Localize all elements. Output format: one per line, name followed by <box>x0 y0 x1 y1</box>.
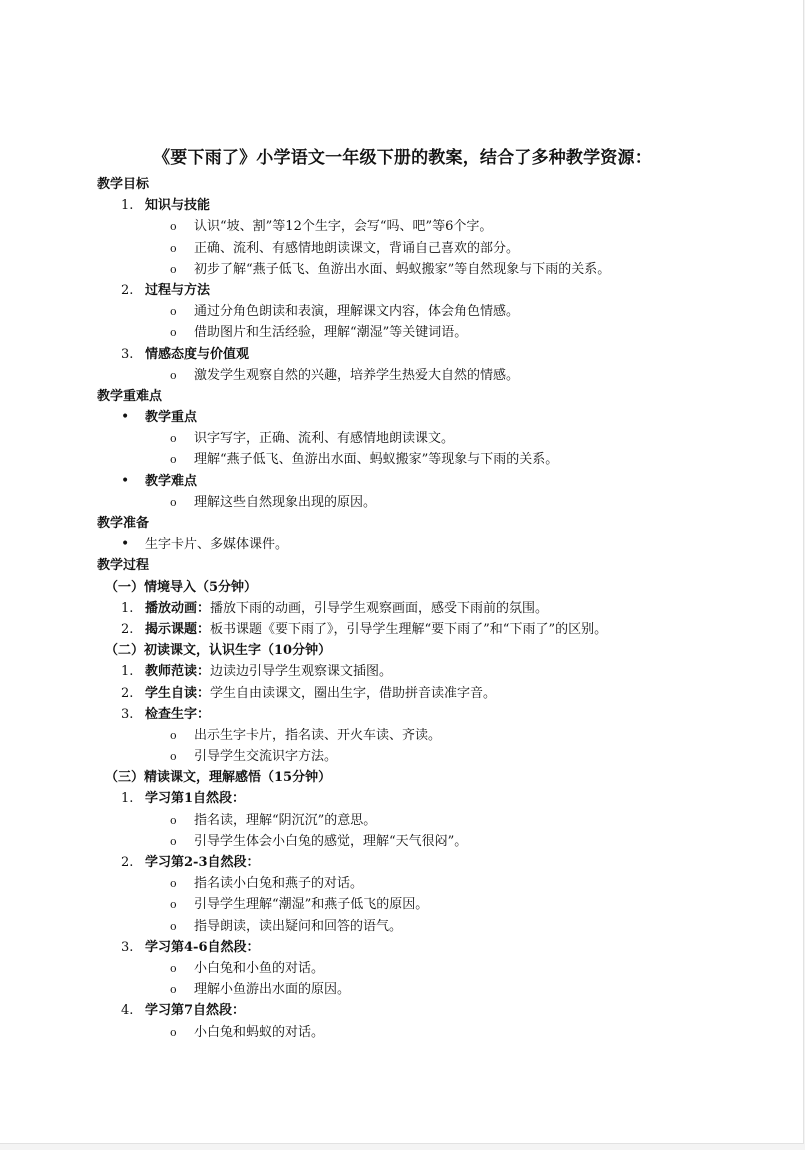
step-label: 教师范读： <box>145 664 211 680</box>
step-label: 学生自读： <box>145 685 211 701</box>
hollow-bullet-icon: o <box>170 432 177 446</box>
subsection-heading <box>97 767 777 788</box>
list-marker: 1. <box>121 664 134 680</box>
section-heading-text: 教学目标 <box>97 177 150 192</box>
bullet-point <box>97 894 777 915</box>
list-item <box>97 788 777 809</box>
hollow-bullet-icon: o <box>170 305 177 319</box>
bullet-point <box>97 238 777 259</box>
bullet-point-text: 出示生字卡片，指名读、开火车读、齐读。 <box>194 727 442 743</box>
step-label: 学习第7自然段： <box>145 1003 246 1019</box>
bullet-point <box>97 979 777 1000</box>
bullet-point-text: 认识“坡、割”等12个生字，会写“吗、吧”等6个字。 <box>194 219 493 235</box>
hollow-bullet-icon: o <box>170 834 177 848</box>
list-item <box>97 407 777 428</box>
page-title: 《要下雨了》小学语文一年级下册的教案，结合了多种教学资源： <box>153 148 652 168</box>
subsection-heading-text: （一）情境导入（5分钟） <box>105 579 258 595</box>
list-marker: 2. <box>121 282 134 298</box>
bullet-point-text: 指导朗读，读出疑问和回答的语气。 <box>194 918 403 934</box>
step-text: 板书课题《要下雨了》，引导学生理解“要下雨了”和“下雨了”的区别。 <box>210 621 608 637</box>
list-marker: 2. <box>121 855 134 870</box>
bullet-point-text: 引导学生交流识字方法。 <box>194 749 338 765</box>
bullet-point-text: 识字写字，正确、流利、有感情地朗读课文。 <box>194 431 455 447</box>
bullet-point-text: 指名读小白兔和燕子的对话。 <box>194 876 364 892</box>
bullet-point <box>97 449 777 470</box>
list-marker: 4. <box>121 1003 134 1019</box>
list-item-text: 生字卡片、多媒体课件。 <box>145 537 289 553</box>
bullet-point <box>97 916 777 937</box>
subsection-heading <box>97 640 777 661</box>
list-item <box>97 534 777 555</box>
list-item <box>97 280 777 301</box>
list-marker: • <box>121 409 130 426</box>
section-heading <box>97 513 777 534</box>
bullet-point <box>97 958 777 979</box>
hollow-bullet-icon: o <box>170 961 177 975</box>
bullet-point-text: 理解这些自然现象出现的原因。 <box>194 494 377 510</box>
step-label: 学习第2-3自然段： <box>145 855 260 870</box>
bullet-point-text: 小白兔和蚂蚁的对话。 <box>194 1024 325 1040</box>
bullet-point <box>97 492 777 513</box>
list-marker: • <box>121 536 130 553</box>
subsection-heading-text: （三）精读课文，理解感悟（15分钟） <box>105 770 332 786</box>
list-item-label: 教学难点 <box>145 473 198 489</box>
bullet-point-text: 通过分角色朗读和表演，理解课文内容，体会角色情感。 <box>194 304 520 320</box>
list-item <box>97 852 777 873</box>
section-heading-text: 教学重难点 <box>97 388 163 404</box>
list-item <box>97 704 777 725</box>
subsection-heading <box>97 577 777 598</box>
hollow-bullet-icon: o <box>170 877 177 891</box>
section-heading <box>97 386 777 407</box>
step-text: 边读边引导学生观察课文插图。 <box>210 664 393 680</box>
list-item <box>97 937 777 958</box>
bullet-point-text: 引导学生理解“潮湿”和燕子低飞的原因。 <box>194 897 429 913</box>
list-item <box>97 1000 777 1021</box>
step-text: 学生自由读课文，圈出生字，借助拼音读准字音。 <box>210 685 497 701</box>
hollow-bullet-icon: o <box>170 750 177 764</box>
hollow-bullet-icon: o <box>170 241 177 255</box>
bullet-point <box>97 725 777 746</box>
document-body <box>97 174 777 1043</box>
list-item <box>97 598 777 619</box>
step-label: 检查生字： <box>145 706 211 722</box>
bullet-point-text: 指名读，理解“阴沉沉”的意思。 <box>194 812 377 828</box>
section-heading-text: 教学准备 <box>97 516 150 531</box>
list-item <box>97 344 777 365</box>
step-label: 学习第4-6自然段： <box>145 939 260 955</box>
list-marker: 3. <box>121 706 134 722</box>
hollow-bullet-icon: o <box>170 919 177 933</box>
section-heading <box>97 555 777 576</box>
hollow-bullet-icon: o <box>170 813 177 827</box>
list-marker: 1. <box>121 600 134 616</box>
hollow-bullet-icon: o <box>170 453 177 467</box>
list-item-label: 过程与方法 <box>145 282 211 298</box>
bullet-point <box>97 428 777 449</box>
bullet-point <box>97 831 777 852</box>
bullet-point <box>97 365 777 386</box>
list-item <box>97 661 777 682</box>
hollow-bullet-icon: o <box>170 983 177 997</box>
bullet-point-text: 引导学生体会小白兔的感觉，理解“天气很闷”。 <box>194 833 468 849</box>
hollow-bullet-icon: o <box>170 220 177 234</box>
list-item-label: 情感态度与价值观 <box>145 346 250 362</box>
bullet-point-text: 理解小鱼游出水面的原因。 <box>194 982 351 998</box>
bullet-point <box>97 873 777 894</box>
bullet-point <box>97 216 777 237</box>
list-marker: 3. <box>121 939 134 955</box>
bullet-point <box>97 259 777 280</box>
section-heading-text: 教学过程 <box>97 558 150 574</box>
list-marker: 1. <box>121 198 134 214</box>
bullet-point-text: 激发学生观察自然的兴趣，培养学生热爱大自然的情感。 <box>194 367 520 383</box>
hollow-bullet-icon: o <box>170 728 177 742</box>
list-item-label: 知识与技能 <box>145 198 211 214</box>
list-marker: 1. <box>121 791 134 807</box>
list-item <box>97 619 777 640</box>
bullet-point <box>97 810 777 831</box>
bullet-point <box>97 746 777 767</box>
hollow-bullet-icon: o <box>170 495 177 509</box>
step-text: 播放下雨的动画，引导学生观察画面，感受下雨前的氛围。 <box>210 600 549 616</box>
list-item <box>97 471 777 492</box>
hollow-bullet-icon: o <box>170 326 177 340</box>
list-marker: 2. <box>121 685 134 701</box>
bullet-point <box>97 301 777 322</box>
bullet-point-text: 正确、流利、有感情地朗读课文，背诵自己喜欢的部分。 <box>194 240 520 256</box>
hollow-bullet-icon: o <box>170 368 177 382</box>
step-label: 学习第1自然段： <box>145 791 246 807</box>
hollow-bullet-icon: o <box>170 1025 177 1039</box>
list-marker: • <box>121 472 130 489</box>
bullet-point <box>97 1022 777 1043</box>
bullet-point-text: 初步了解“燕子低飞、鱼游出水面、蚂蚁搬家”等自然现象与下雨的关系。 <box>194 261 611 277</box>
bullet-point-text: 借助图片和生活经验，理解“潮湿”等关键词语。 <box>194 325 468 341</box>
section-heading <box>97 174 777 195</box>
bullet-point-text: 理解“燕子低飞、鱼游出水面、蚂蚁搬家”等现象与下雨的关系。 <box>194 452 559 468</box>
step-label: 播放动画： <box>145 600 211 616</box>
list-item <box>97 195 777 216</box>
list-item <box>97 683 777 704</box>
list-marker: 2. <box>121 621 134 637</box>
subsection-heading-text: （二）初读课文，认识生字（10分钟） <box>105 643 332 659</box>
list-marker: 3. <box>121 346 134 362</box>
hollow-bullet-icon: o <box>170 898 177 912</box>
hollow-bullet-icon: o <box>170 262 177 276</box>
list-item-label: 教学重点 <box>145 410 198 426</box>
step-label: 揭示课题： <box>145 621 211 637</box>
bullet-point <box>97 322 777 343</box>
bullet-point-text: 小白兔和小鱼的对话。 <box>194 960 325 976</box>
